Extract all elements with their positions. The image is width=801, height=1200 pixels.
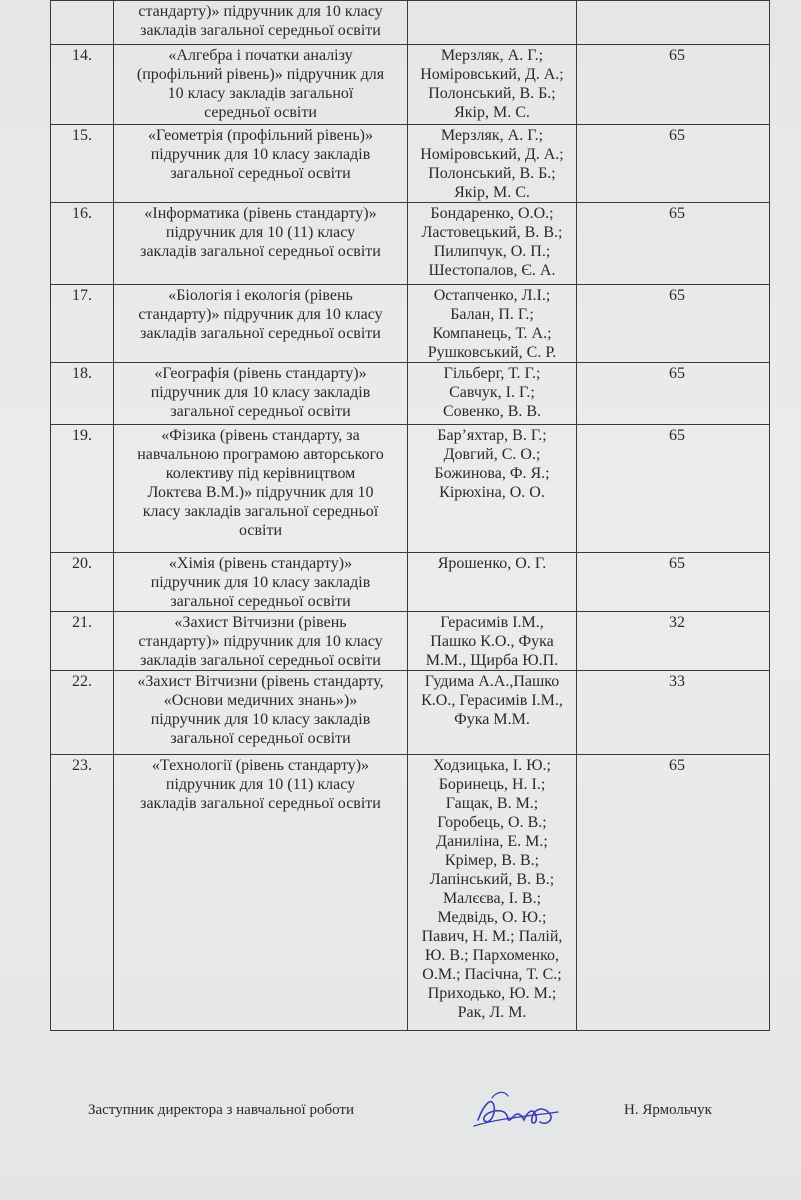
table-row (51, 612, 770, 671)
row-number-cell (51, 671, 114, 755)
textbook-authors: Гільберг, Т. Г.; Савчук, І. Г.; Совенко, В. В. (442, 365, 542, 420)
copies-count: 65 (669, 555, 685, 572)
signature-footer (0, 1094, 801, 1134)
table-row (51, 45, 770, 125)
textbook-authors: Ярошенко, О. Г. (437, 555, 547, 572)
textbook-title: «Технології (рівень стандарту)» підручник для 10 (11) класу закладів загальної середньої освіти (140, 757, 381, 812)
copies-count: 65 (669, 365, 685, 382)
textbook-title: «Географія (рівень стандарту)» підручник для 10 класу закладів загальної середньої освіти (150, 365, 371, 420)
textbook-authors-cell (408, 612, 577, 671)
row-number: 16. (72, 205, 92, 222)
copies-count-cell (577, 203, 770, 285)
copies-count: 65 (669, 127, 685, 144)
row-number-cell (51, 125, 114, 203)
row-number-cell (51, 45, 114, 125)
textbook-authors-cell (408, 285, 577, 363)
row-number-cell (51, 203, 114, 285)
textbook-authors-cell (408, 203, 577, 285)
table-row (51, 203, 770, 285)
textbook-title: «Захист Вітчизни (рівень стандарту)» підручник для 10 класу закладів загальної середньої освіти (138, 614, 383, 669)
textbook-title-cell (114, 125, 408, 203)
row-number: 21. (72, 614, 92, 631)
textbook-title: стандарту)» підручник для 10 класу закладів загальної середньої освіти (138, 3, 383, 39)
copies-count-cell (577, 285, 770, 363)
copies-count-cell (577, 755, 770, 1031)
copies-count-cell (577, 671, 770, 755)
copies-count: 65 (669, 205, 685, 222)
copies-count-cell (577, 45, 770, 125)
row-number: 23. (72, 757, 92, 774)
copies-count: 65 (669, 47, 685, 64)
textbook-title-cell (114, 1, 408, 45)
textbook-authors-cell (408, 1, 577, 45)
textbook-authors: Гудима А.А.,Пашко К.О., Герасимів І.М., Фука М.М. (421, 673, 563, 728)
row-number-cell (51, 755, 114, 1031)
copies-count-cell (577, 612, 770, 671)
textbook-title-cell (114, 203, 408, 285)
copies-count-cell (577, 553, 770, 612)
textbook-authors: Мерзляк, А. Г.; Номіровський, Д. А.; Полонський, В. Б.; Якір, М. С. (420, 47, 564, 121)
row-number: 20. (72, 555, 92, 572)
copies-count: 32 (669, 614, 685, 631)
row-number: 18. (72, 365, 92, 382)
textbook-title-cell (114, 671, 408, 755)
row-number-cell (51, 285, 114, 363)
copies-count: 65 (669, 757, 685, 774)
row-number-cell (51, 425, 114, 553)
row-number-cell (51, 553, 114, 612)
table-row (51, 425, 770, 553)
textbook-title-cell (114, 425, 408, 553)
textbook-authors-cell (408, 125, 577, 203)
textbook-title: «Біологія і екологія (рівень стандарту)» підручник для 10 класу закладів загальної середньої освіти (138, 287, 383, 342)
table-row (51, 285, 770, 363)
textbook-title: «Алгебра і початки аналізу (профільний рівень)» підручник для 10 класу закладів загальної середньої освіти (136, 47, 385, 121)
table-row (51, 553, 770, 612)
textbook-title-cell (114, 363, 408, 425)
textbook-authors: Бондаренко, О.О.; Ластовецький, В. В.; Пилипчук, О. П.; Шестопалов, Є. А. (421, 205, 563, 279)
copies-count: 65 (669, 287, 685, 304)
row-number: 17. (72, 287, 92, 304)
copies-count: 65 (669, 427, 685, 444)
table-body (51, 1, 770, 1031)
table-row (51, 755, 770, 1031)
handwritten-signature (470, 1086, 562, 1138)
textbook-authors: Остапченко, Л.І.; Балан, П. Г.; Компанець, Т. А.; Рушковський, С. Р. (427, 287, 557, 361)
row-number-cell (51, 363, 114, 425)
table-row (51, 363, 770, 425)
row-number: 14. (72, 47, 92, 64)
textbook-title-cell (114, 612, 408, 671)
signer-position: Заступник директора з навчальної роботи (88, 1102, 354, 1118)
textbook-title: «Хімія (рівень стандарту)» підручник для 10 класу закладів загальної середньої освіти (150, 555, 371, 610)
textbook-authors: Ходзицька, І. Ю.; Боринець, Н. І.; Гащак, В. М.; Горобець, О. В.; Даниліна, Е. М.; Крімер, В. В.; Лапінський, В. В.; Малєєва, І. В.; Медвідь, О. Ю.; Павич, Н. М.; Палій, Ю. В.; Пархоменко, О.М.; Пасічна, Т. С.; Приходько, Ю. М.; Рак, Л. М. (421, 757, 563, 1021)
textbook-authors-cell (408, 45, 577, 125)
textbook-title-cell (114, 755, 408, 1031)
row-number-cell (51, 1, 114, 45)
textbook-authors-cell (408, 755, 577, 1031)
table-row (51, 1, 770, 45)
textbook-authors-cell (408, 671, 577, 755)
row-number: 22. (72, 673, 92, 690)
textbook-title: «Геометрія (профільний рівень)» підручник для 10 класу закладів загальної середньої освіти (148, 127, 373, 182)
textbook-title-cell (114, 45, 408, 125)
textbook-title: «Захист Вітчизни (рівень стандарту, «Основи медичних знань»)» підручник для 10 класу закладів загальної середньої освіти (137, 673, 384, 747)
copies-count-cell (577, 363, 770, 425)
textbook-title: «Фізика (рівень стандарту, за навчальною програмою авторського колективу під керівництвом Локтєва В.М.)» підручник для 10 класу закладів загальної середньої освіти (137, 427, 384, 539)
textbook-authors: Мерзляк, А. Г.; Номіровський, Д. А.; Полонський, В. Б.; Якір, М. С. (420, 127, 564, 201)
textbook-authors-cell (408, 553, 577, 612)
signer-name: Н. Ярмольчук (624, 1102, 712, 1118)
copies-count-cell (577, 125, 770, 203)
row-number-cell (51, 612, 114, 671)
textbook-authors-cell (408, 363, 577, 425)
textbook-title: «Інформатика (рівень стандарту)» підручник для 10 (11) класу закладів загальної середньої освіти (140, 205, 381, 260)
textbook-title-cell (114, 553, 408, 612)
table-row (51, 671, 770, 755)
row-number: 15. (72, 127, 92, 144)
textbook-authors: Бар’яхтар, В. Г.; Довгий, С. О.; Божинова, Ф. Я.; Кірюхіна, О. О. (434, 427, 550, 501)
copies-count-cell (577, 1, 770, 45)
table-row (51, 125, 770, 203)
textbook-authors: Герасимів І.М., Пашко К.О., Фука М.М., Щирба Ю.П. (425, 614, 559, 669)
row-number: 19. (72, 427, 92, 444)
copies-count: 33 (669, 673, 685, 690)
textbook-table (50, 0, 770, 1031)
copies-count-cell (577, 425, 770, 553)
textbook-authors-cell (408, 425, 577, 553)
textbook-title-cell (114, 285, 408, 363)
